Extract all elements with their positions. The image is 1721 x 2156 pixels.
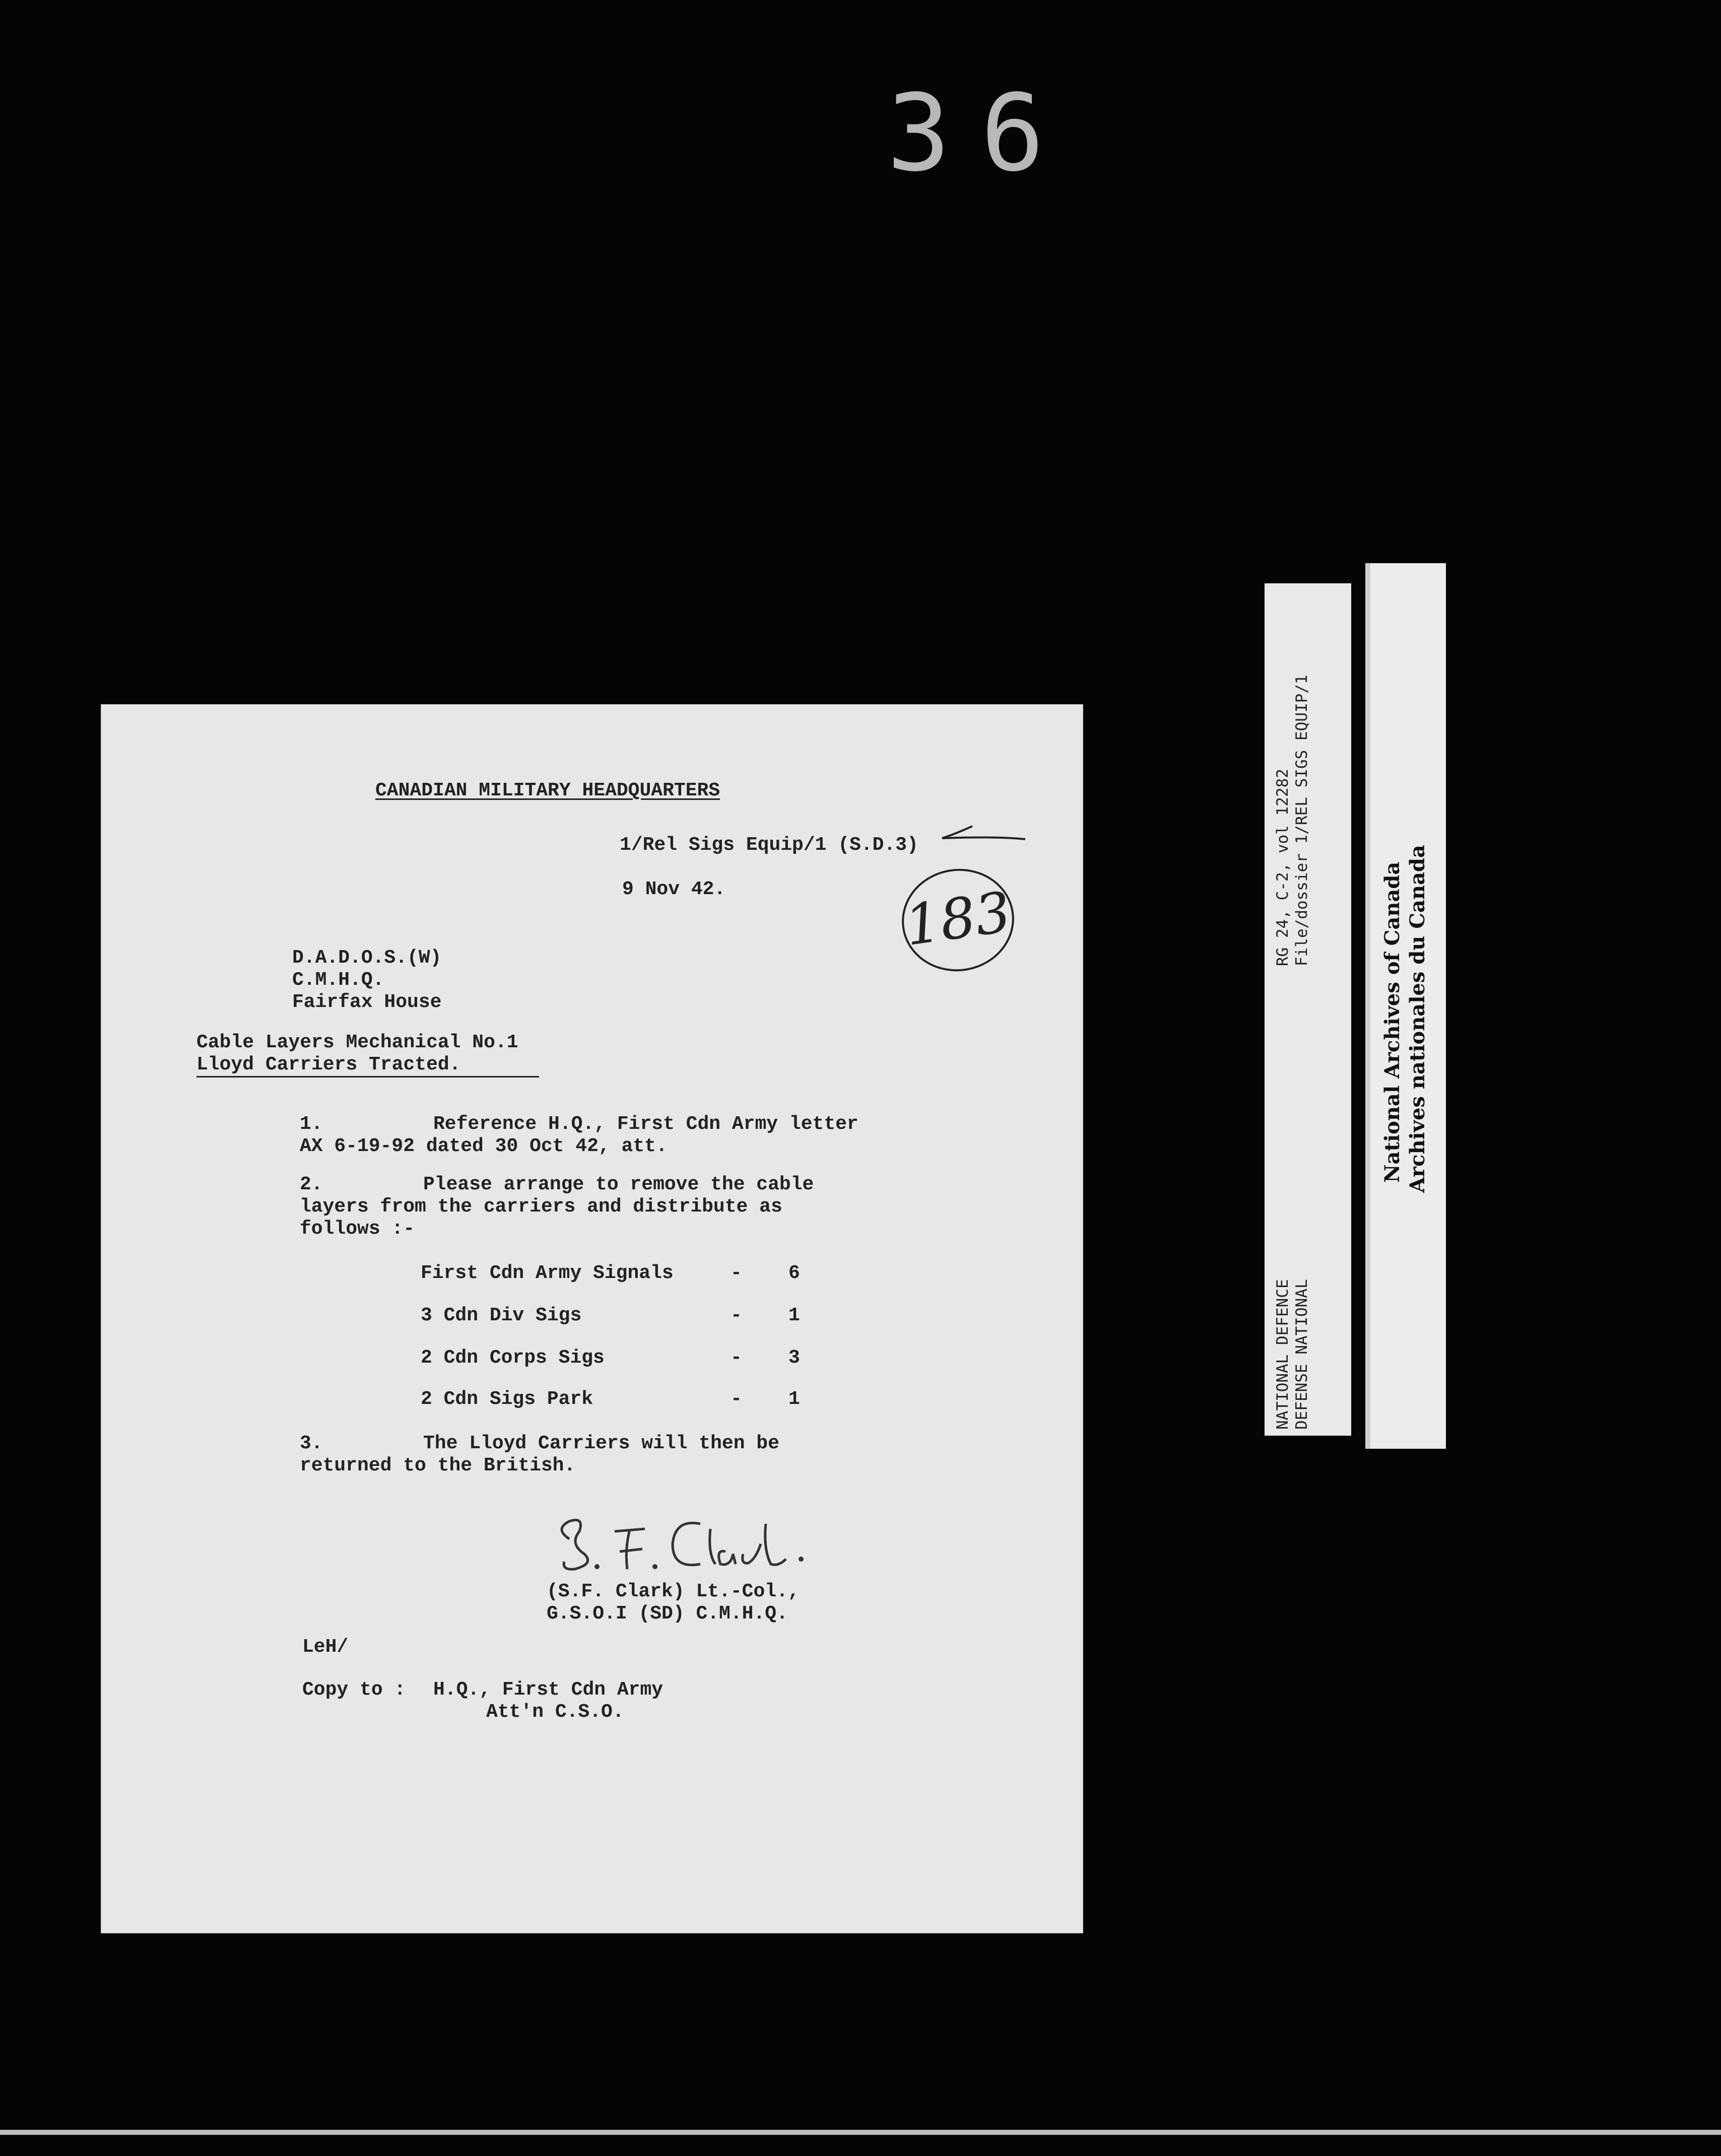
distribution-unit: 3 Cdn Div Sigs bbox=[421, 1305, 582, 1326]
department-line-1: NATIONAL DEFENCE bbox=[1274, 1279, 1292, 1430]
handwritten-signature bbox=[549, 1509, 831, 1579]
typist-initials: LeH/ bbox=[302, 1636, 349, 1658]
distribution-dash: - bbox=[731, 1388, 742, 1410]
distribution-qty: 1 bbox=[788, 1305, 800, 1326]
addressee-line-1: D.A.D.O.S.(W) bbox=[292, 947, 442, 969]
para2-line-1: Please arrange to remove the cable bbox=[423, 1174, 814, 1195]
copy-to-line-1: H.Q., First Cdn Army bbox=[433, 1679, 664, 1701]
para2-line-3: follows :- bbox=[300, 1218, 415, 1240]
para1-line-2: AX 6-19-92 dated 30 Oct 42, att. bbox=[300, 1135, 668, 1157]
letter-date: 9 Nov 42. bbox=[622, 879, 726, 900]
film-edge-line bbox=[0, 2130, 1721, 2135]
arrow-mark-icon bbox=[937, 824, 1028, 849]
distribution-qty: 1 bbox=[788, 1388, 800, 1410]
signature-name: (S.F. Clark) Lt.-Col., bbox=[547, 1581, 800, 1602]
distribution-unit: 2 Cdn Corps Sigs bbox=[421, 1347, 605, 1369]
distribution-unit: 2 Cdn Sigs Park bbox=[421, 1388, 593, 1410]
para2-line-2: layers from the carriers and distribute as bbox=[300, 1196, 782, 1218]
letter-page bbox=[101, 704, 1083, 1933]
distribution-qty: 6 bbox=[788, 1262, 800, 1284]
signature-title: G.S.O.I (SD) C.M.H.Q. bbox=[547, 1603, 788, 1625]
distribution-dash: - bbox=[731, 1347, 742, 1369]
archives-name-french: Archives nationales du Canada bbox=[1406, 845, 1429, 1193]
para3-line-1: The Lloyd Carriers will then be bbox=[423, 1433, 779, 1454]
letter-heading: CANADIAN MILITARY HEADQUARTERS bbox=[375, 780, 720, 801]
subject-underline bbox=[196, 1076, 539, 1077]
archive-reference-strip bbox=[1265, 583, 1351, 1436]
distribution-dash: - bbox=[731, 1262, 742, 1284]
para2-number: 2. bbox=[300, 1174, 323, 1195]
department-line-2: DEFENSE NATIONAL bbox=[1293, 1279, 1311, 1430]
microfilm-frame-number: 36 bbox=[887, 72, 1075, 195]
archives-name-english: National Archives of Canada bbox=[1380, 861, 1404, 1183]
addressee-line-3: Fairfax House bbox=[292, 991, 442, 1013]
copy-to-label: Copy to : bbox=[302, 1679, 406, 1701]
subject-line-2: Lloyd Carriers Tracted. bbox=[196, 1054, 461, 1075]
distribution-qty: 3 bbox=[788, 1347, 800, 1369]
national-archives-label-strip bbox=[1365, 563, 1446, 1449]
subject-line-1: Cable Layers Mechanical No.1 bbox=[196, 1032, 518, 1053]
para3-line-2: returned to the British. bbox=[300, 1455, 576, 1476]
distribution-dash: - bbox=[731, 1305, 742, 1326]
folio-number: 183 bbox=[901, 880, 1015, 959]
file-reference: 1/Rel Sigs Equip/1 (S.D.3) bbox=[620, 834, 918, 856]
copy-to-line-2: Att'n C.S.O. bbox=[486, 1701, 624, 1723]
distribution-unit: First Cdn Army Signals bbox=[421, 1262, 674, 1284]
addressee-line-2: C.M.H.Q. bbox=[292, 969, 384, 991]
para3-number: 3. bbox=[300, 1433, 323, 1454]
folio-number-circle bbox=[895, 861, 1021, 978]
archive-reference-line-1: RG 24, C-2, vol 12282 bbox=[1274, 769, 1292, 966]
archive-reference-line-2: File/dossier 1/REL SIGS EQUIP/1 bbox=[1293, 675, 1311, 966]
para1-line-1: Reference H.Q., First Cdn Army letter bbox=[433, 1113, 858, 1135]
para1-number: 1. bbox=[300, 1113, 323, 1135]
